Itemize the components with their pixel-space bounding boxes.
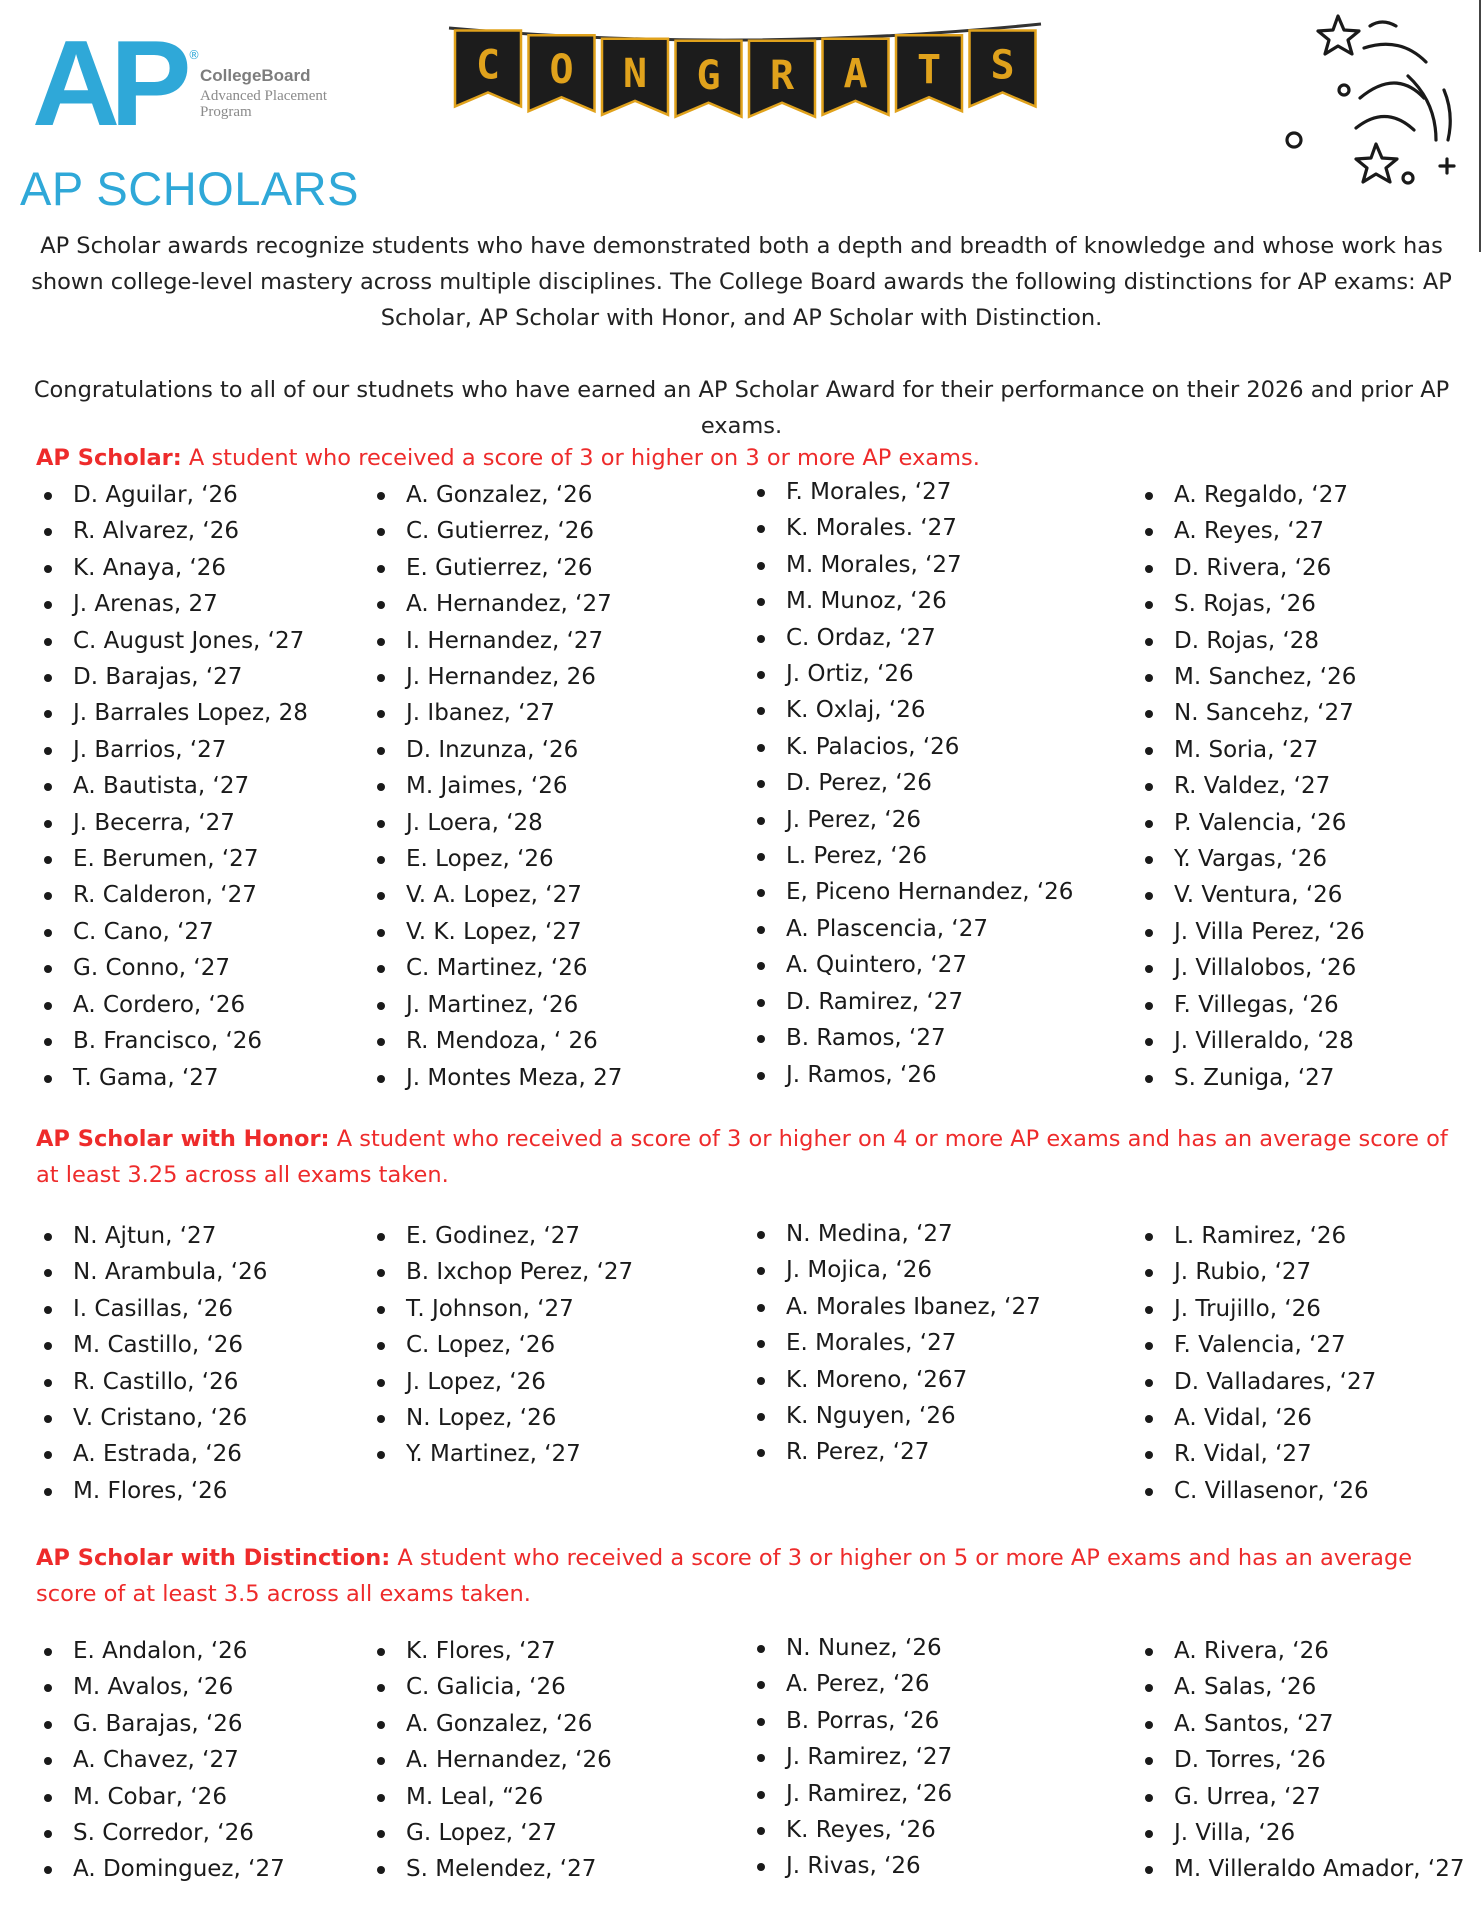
student-name-item: K. Nguyen, ‘26 — [751, 1398, 1041, 1434]
student-name-item: D. Torres, ‘26 — [1139, 1742, 1465, 1778]
student-name-item: D. Barajas, ‘27 — [38, 659, 308, 695]
student-name-item: J. Trujillo, ‘26 — [1139, 1291, 1376, 1327]
student-name-item: A. Santos, ‘27 — [1139, 1706, 1465, 1742]
page-edge-line — [1479, 0, 1481, 252]
student-name-item: C. Galicia, ‘26 — [371, 1669, 612, 1705]
congrats-paragraph: Congratulations to all of our studnets who have earned an AP Scholar Award for their performance on their 2026 and prior AP exams. — [33, 377, 1450, 439]
student-name-item: A. Estrada, ‘26 — [38, 1436, 267, 1472]
student-name-item: N. Lopez, ‘26 — [371, 1400, 633, 1436]
student-name-item: B. Francisco, ‘26 — [38, 1023, 308, 1059]
student-name-item: J. Villa Perez, ‘26 — [1139, 914, 1365, 950]
student-name-item: A. Bautista, ‘27 — [38, 768, 308, 804]
student-name-item: D. Ramirez, ‘27 — [751, 984, 1073, 1020]
distinction-list-col-4 — [1139, 1633, 1465, 1888]
banner-letter: N — [622, 50, 648, 97]
banner-pennant — [676, 41, 742, 117]
student-name-item: A. Cordero, ‘26 — [38, 987, 308, 1023]
student-name-item: A. Quintero, ‘27 — [751, 947, 1073, 983]
student-name-item: D. Inzunza, ‘26 — [371, 732, 622, 768]
student-name-item: E, Piceno Hernandez, ‘26 — [751, 874, 1073, 910]
student-name-item: J. Mojica, ‘26 — [751, 1252, 1041, 1288]
student-name-item: J. Becerra, ‘27 — [38, 805, 308, 841]
student-name-item: J. Martinez, ‘26 — [371, 987, 622, 1023]
logo-program: Advanced Placement Program — [200, 88, 328, 120]
student-name-item: K. Flores, ‘27 — [371, 1633, 612, 1669]
honor-list-col-3 — [751, 1216, 1041, 1471]
star-burst-icon — [1268, 6, 1473, 206]
ap-scholar-list-col-4 — [1139, 477, 1365, 1096]
section-heading-ap-scholar — [36, 440, 1456, 476]
congrats-banner — [445, 14, 1045, 124]
student-name-item: M. Castillo, ‘26 — [38, 1327, 267, 1363]
student-name-item: K. Moreno, ‘267 — [751, 1362, 1041, 1398]
banner-pennant — [970, 31, 1036, 107]
student-name-item: A. Gonzalez, ‘26 — [371, 1706, 612, 1742]
banner-letter: A — [843, 50, 868, 97]
student-name-item: G. Urrea, ‘27 — [1139, 1779, 1465, 1815]
student-name-item: F. Morales, ‘27 — [751, 474, 1073, 510]
student-name-item: M. Flores, ‘26 — [38, 1473, 267, 1509]
student-name-item: J. Barrios, ‘27 — [38, 732, 308, 768]
distinction-list-col-1 — [38, 1633, 285, 1888]
student-name-item: A. Vidal, ‘26 — [1139, 1400, 1376, 1436]
student-name-item: J. Villalobos, ‘26 — [1139, 950, 1365, 986]
student-name-item: R. Valdez, ‘27 — [1139, 768, 1365, 804]
student-name-item: G. Conno, ‘27 — [38, 950, 308, 986]
student-name-item: B. Porras, ‘26 — [751, 1703, 952, 1739]
student-name-item: C. Villasenor, ‘26 — [1139, 1473, 1376, 1509]
student-name-item: E. Godinez, ‘27 — [371, 1218, 633, 1254]
student-name-item: I. Casillas, ‘26 — [38, 1291, 267, 1327]
section-description: A student who received a score of 3 or higher on 3 or more AP exams. — [181, 445, 980, 471]
distinction-list-col-3 — [751, 1630, 952, 1885]
student-name-item: K. Anaya, ‘26 — [38, 550, 308, 586]
section-title: AP Scholar with Honor: — [36, 1126, 330, 1152]
student-name-item: J. Rivas, ‘26 — [751, 1848, 952, 1884]
student-name-item: N. Nunez, ‘26 — [751, 1630, 952, 1666]
section-heading-ap-scholar-distinction — [36, 1540, 1456, 1612]
student-name-item: M. Munoz, ‘26 — [751, 583, 1073, 619]
section-description: A student who received a score of 3 or higher on 5 or more AP exams and has an average score of at least 3.5 across all exams taken. — [36, 1545, 1413, 1607]
student-name-item: V. Ventura, ‘26 — [1139, 877, 1365, 913]
honor-list-col-1 — [38, 1218, 267, 1509]
student-name-item: F. Valencia, ‘27 — [1139, 1327, 1376, 1363]
student-name-item: M. Jaimes, ‘26 — [371, 768, 622, 804]
student-name-item: E. Gutierrez, ‘26 — [371, 550, 622, 586]
honor-list-col-2 — [371, 1218, 633, 1473]
student-name-item: B. Ixchop Perez, ‘27 — [371, 1254, 633, 1290]
student-name-item: A. Salas, ‘26 — [1139, 1669, 1465, 1705]
student-name-item: J. Ibanez, ‘27 — [371, 695, 622, 731]
student-name-item: J. Lopez, ‘26 — [371, 1364, 633, 1400]
student-name-item: J. Ramirez, ‘26 — [751, 1776, 952, 1812]
student-name-item: C. Martinez, ‘26 — [371, 950, 622, 986]
banner-pennant — [823, 39, 889, 115]
student-name-item: K. Morales. ‘27 — [751, 510, 1073, 546]
banner-letter: O — [549, 47, 574, 94]
student-name-item: G. Barajas, ‘26 — [38, 1706, 285, 1742]
ap-scholar-list-col-2 — [371, 477, 622, 1096]
honor-list-col-4 — [1139, 1218, 1376, 1509]
student-name-item: A. Reyes, ‘27 — [1139, 513, 1365, 549]
student-name-item: J. Perez, ‘26 — [751, 802, 1073, 838]
student-name-item: B. Ramos, ‘27 — [751, 1020, 1073, 1056]
logo-registered-mark: ® — [188, 48, 200, 62]
student-name-item: D. Rivera, ‘26 — [1139, 550, 1365, 586]
student-name-item: A. Plascencia, ‘27 — [751, 911, 1073, 947]
student-name-item: D. Valladares, ‘27 — [1139, 1364, 1376, 1400]
student-name-item: J. Ortiz, ‘26 — [751, 656, 1073, 692]
student-name-item: A. Hernandez, ‘26 — [371, 1742, 612, 1778]
section-description: A student who received a score of 3 or higher on 4 or more AP exams and has an average score of at least 3.25 across all exams taken. — [36, 1126, 1448, 1188]
student-name-item: T. Johnson, ‘27 — [371, 1291, 633, 1327]
student-name-item: A. Rivera, ‘26 — [1139, 1633, 1465, 1669]
student-name-item: L. Ramirez, ‘26 — [1139, 1218, 1376, 1254]
student-name-item: D. Rojas, ‘28 — [1139, 623, 1365, 659]
student-name-item: A. Gonzalez, ‘26 — [371, 477, 622, 513]
student-name-item: K. Oxlaj, ‘26 — [751, 692, 1073, 728]
student-name-item: R. Calderon, ‘27 — [38, 877, 308, 913]
student-name-item: A. Morales Ibanez, ‘27 — [751, 1289, 1041, 1325]
student-name-item: N. Sancehz, ‘27 — [1139, 695, 1365, 731]
student-name-item: Y. Martinez, ‘27 — [371, 1436, 633, 1472]
intro-paragraph: AP Scholar awards recognize students who have demonstrated both a depth and breadth of knowledge and whose work has shown college-level mastery across multiple disciplines. The College Board awards the following distinctions for AP exams: AP Scholar, AP Scholar with Honor, and AP Scholar with Distinction. — [31, 233, 1452, 331]
ap-scholars-logo — [20, 15, 360, 218]
banner-pennant — [455, 31, 521, 107]
student-name-item: Y. Vargas, ‘26 — [1139, 841, 1365, 877]
student-name-item: J. Rubio, ‘27 — [1139, 1254, 1376, 1290]
student-name-item: A. Chavez, ‘27 — [38, 1742, 285, 1778]
section-title: AP Scholar: — [36, 445, 182, 471]
banner-pennant — [749, 41, 815, 117]
banner-pennant — [896, 35, 962, 111]
student-name-item: F. Villegas, ‘26 — [1139, 987, 1365, 1023]
student-name-item: M. Cobar, ‘26 — [38, 1779, 285, 1815]
student-name-item: C. August Jones, ‘27 — [38, 623, 308, 659]
student-name-item: N. Ajtun, ‘27 — [38, 1218, 267, 1254]
student-name-item: J. Villeraldo, ‘28 — [1139, 1023, 1365, 1059]
student-name-item: C. Cano, ‘27 — [38, 914, 308, 950]
student-name-item: G. Lopez, ‘27 — [371, 1815, 612, 1851]
student-name-item: P. Valencia, ‘26 — [1139, 805, 1365, 841]
student-name-item: D. Aguilar, ‘26 — [38, 477, 308, 513]
student-name-item: S. Rojas, ‘26 — [1139, 586, 1365, 622]
student-name-item: C. Lopez, ‘26 — [371, 1327, 633, 1363]
distinction-list-col-2 — [371, 1633, 612, 1888]
student-name-item: R. Vidal, ‘27 — [1139, 1436, 1376, 1472]
student-name-item: A. Hernandez, ‘27 — [371, 586, 622, 622]
ap-scholar-list-col-3 — [751, 474, 1073, 1093]
student-name-item: J. Barrales Lopez, 28 — [38, 695, 308, 731]
banner-letter: C — [475, 42, 501, 89]
logo-brand: CollegeBoard — [200, 66, 311, 85]
banner-letter: S — [990, 42, 1015, 89]
student-name-item: E. Morales, ‘27 — [751, 1325, 1041, 1361]
student-name-item: R. Mendoza, ‘ 26 — [371, 1023, 622, 1059]
student-name-item: D. Perez, ‘26 — [751, 765, 1073, 801]
student-name-item: M. Sanchez, ‘26 — [1139, 659, 1365, 695]
student-name-item: J. Hernandez, 26 — [371, 659, 622, 695]
section-title: AP Scholar with Distinction: — [36, 1545, 391, 1571]
student-name-item: E. Andalon, ‘26 — [38, 1633, 285, 1669]
student-name-item: S. Melendez, ‘27 — [371, 1851, 612, 1887]
logo-ap-letters: AP — [32, 15, 182, 151]
student-name-item: A. Dominguez, ‘27 — [38, 1851, 285, 1887]
student-name-item: A. Perez, ‘26 — [751, 1666, 952, 1702]
student-name-item: M. Leal, “26 — [371, 1779, 612, 1815]
student-name-item: S. Corredor, ‘26 — [38, 1815, 285, 1851]
student-name-item: J. Montes Meza, 27 — [371, 1060, 622, 1096]
student-name-item: E. Lopez, ‘26 — [371, 841, 622, 877]
ap-scholar-list-col-1 — [38, 477, 308, 1096]
student-name-item: J. Arenas, 27 — [38, 586, 308, 622]
student-name-item: J. Villa, ‘26 — [1139, 1815, 1465, 1851]
student-name-item: J. Ramos, ‘26 — [751, 1057, 1073, 1093]
student-name-item: E. Berumen, ‘27 — [38, 841, 308, 877]
student-name-item: A. Regaldo, ‘27 — [1139, 477, 1365, 513]
student-name-item: R. Perez, ‘27 — [751, 1434, 1041, 1470]
section-heading-ap-scholar-honor — [36, 1121, 1456, 1193]
student-name-item: S. Zuniga, ‘27 — [1139, 1060, 1365, 1096]
student-name-item: J. Ramirez, ‘27 — [751, 1739, 952, 1775]
student-name-item: N. Medina, ‘27 — [751, 1216, 1041, 1252]
student-name-item: N. Arambula, ‘26 — [38, 1254, 267, 1290]
student-name-item: L. Perez, ‘26 — [751, 838, 1073, 874]
student-name-item: K. Reyes, ‘26 — [751, 1812, 952, 1848]
student-name-item: K. Palacios, ‘26 — [751, 729, 1073, 765]
student-name-item: M. Villeraldo Amador, ‘27 — [1139, 1851, 1465, 1887]
student-name-item: V. K. Lopez, ‘27 — [371, 914, 622, 950]
student-name-item: C. Gutierrez, ‘26 — [371, 513, 622, 549]
student-name-item: J. Loera, ‘28 — [371, 805, 622, 841]
student-name-item: I. Hernandez, ‘27 — [371, 623, 622, 659]
student-name-item: M. Morales, ‘27 — [751, 547, 1073, 583]
student-name-item: M. Soria, ‘27 — [1139, 732, 1365, 768]
logo-title: AP SCHOLARS — [20, 162, 359, 215]
banner-pennant — [529, 35, 595, 111]
student-name-item: R. Alvarez, ‘26 — [38, 513, 308, 549]
banner-letter: G — [696, 52, 721, 99]
student-name-item: R. Castillo, ‘26 — [38, 1364, 267, 1400]
student-name-item: V. A. Lopez, ‘27 — [371, 877, 622, 913]
banner-pennant — [602, 39, 668, 115]
student-name-item: T. Gama, ‘27 — [38, 1060, 308, 1096]
student-name-item: V. Cristano, ‘26 — [38, 1400, 267, 1436]
banner-letter: R — [769, 52, 795, 99]
student-name-item: M. Avalos, ‘26 — [38, 1669, 285, 1705]
banner-letter: T — [916, 47, 942, 94]
student-name-item: C. Ordaz, ‘27 — [751, 620, 1073, 656]
